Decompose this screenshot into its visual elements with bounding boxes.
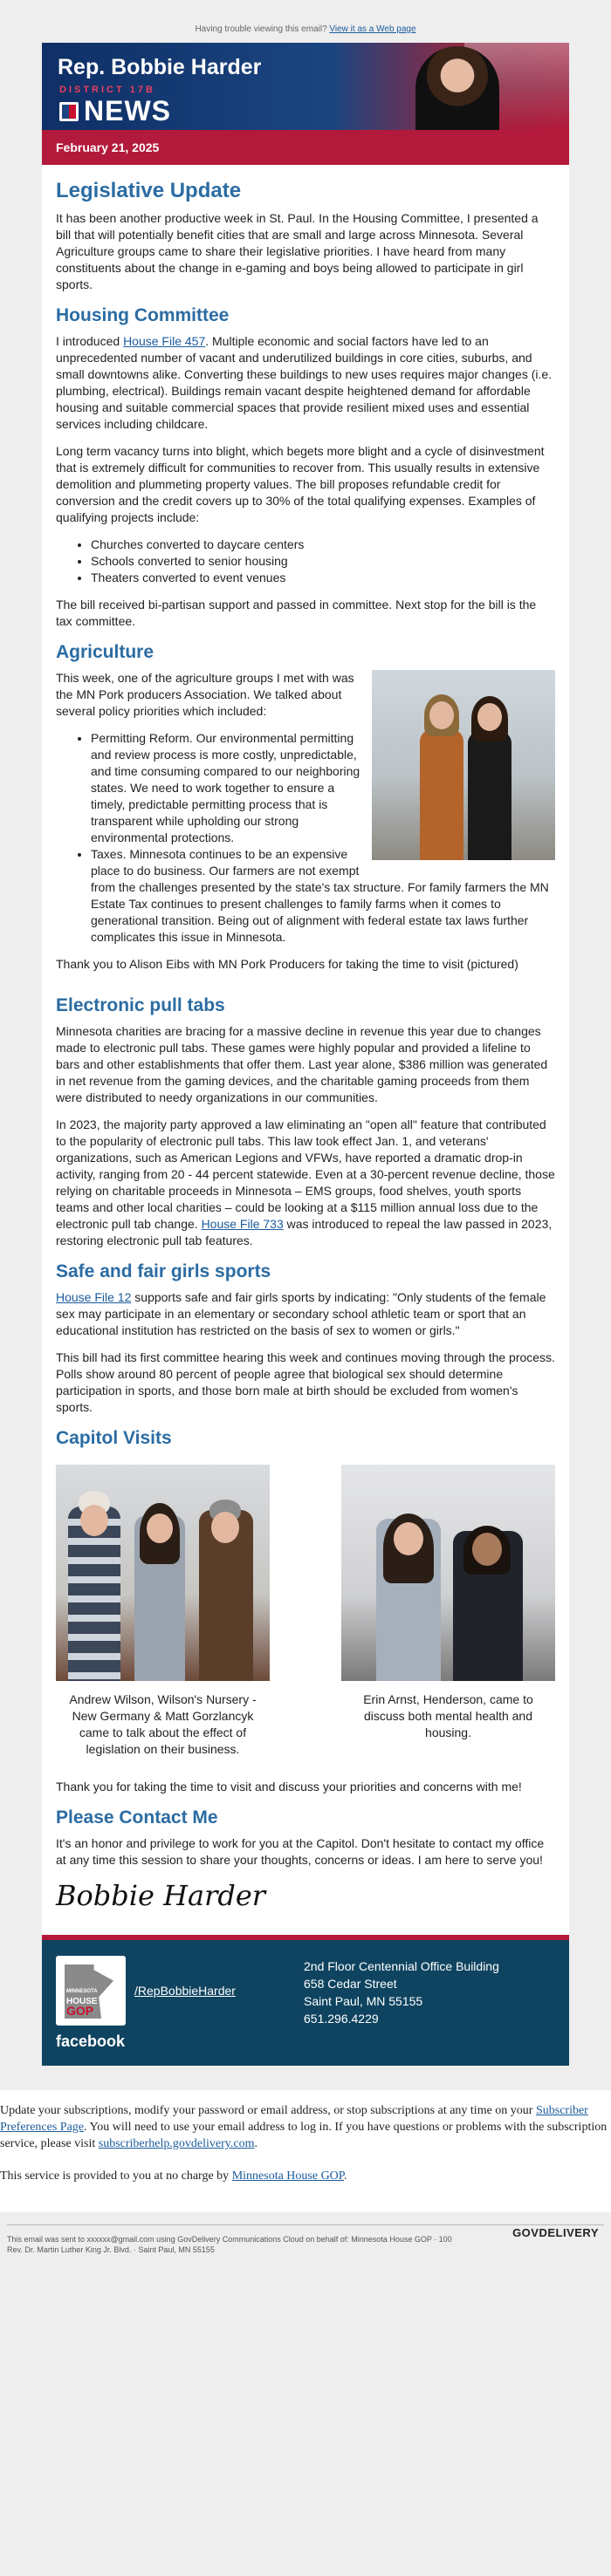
govdelivery-footer (0, 2212, 611, 2267)
face-shape (394, 1522, 423, 1555)
contact-heading: Please Contact Me (56, 1807, 218, 1828)
face-shape (147, 1513, 173, 1543)
housing-p1-post: . Multiple economic and social factors have led to an unprecedented number of vacant and underutilized buildings in core cities, suburbs, and small downtowns alike. Converting these buildings to new uses requires major changes (i.e. plumbing, electrical). Buildings remain vacant despite heightened demand for affordable housing and suitable commercial spaces that provide resilient mixed uses and essential services including childcare. (56, 334, 553, 431)
girls-sports-paragraph-2: This bill had its first committee hearing this week and continues moving through the process. Polls show around 80 percent of people agree that biological sex should determine participation in sports, and those born male at birth should be excluded from women's sports. (56, 1350, 555, 1414)
housing-paragraph-2: Long term vacancy turns into blight, which begets more blight and a cycle of disinvestment that is extremely difficult for communities to recover from. This usually results in extensive demolition and plummeting property values. The bill proposes refundable credit for conversion and the credit covers up to 30% of the total qualifying expenses. Examples of qualifying projects include: (56, 444, 545, 524)
newsletter-body (42, 165, 569, 1935)
subscription-paragraph (0, 2102, 611, 2152)
list-item: • Churches converted to daycare centers (91, 536, 555, 553)
subscription-text: . (254, 2137, 257, 2150)
face-shape (211, 1512, 239, 1543)
legislative-update-heading: Legislative Update (56, 179, 242, 202)
contact-text: It's an honor and privilege to work for you at the Capitol. Don't hesitate to contact my office at any time this session to share your thoughts, concerns or ideas. I am here to serve you! (56, 1836, 545, 1867)
person-figure (468, 731, 511, 860)
housing-p1-pre: I introduced (56, 334, 124, 348)
agriculture-intro: This week, one of the agriculture groups I met with was the MN Pork producers Association. We talked about several policy priorities which included: (56, 671, 354, 718)
logo-text (66, 1985, 98, 2018)
right-visit-caption: Erin Arnst, Henderson, came to discuss both mental health and housing. (363, 1692, 533, 1739)
housing-paragraph-1 (56, 333, 555, 433)
service-provider-paragraph (0, 2168, 611, 2184)
pork-producers-photo (372, 670, 555, 860)
capitol-visits-photos (56, 1465, 555, 1758)
pull-tabs-paragraph-1: Minnesota charities are bracing for a massive decline in revenue this year due to changes made to electronic pull tabs. These games were highly popular and provided a lifeline to bars and other establishments that offer them. Last year alone, $386 million was generated in net revenue from the gaming devices, and the charitable gaming proceeds from them were distributed to needy organizations in our communities. (56, 1024, 548, 1104)
email-container (42, 43, 569, 2066)
house-file-457-link[interactable]: House File 457 (123, 334, 206, 348)
house-file-12-link[interactable]: House File 12 (56, 1290, 132, 1304)
girls-sports-paragraph-1 (56, 1289, 555, 1339)
housing-paragraph-3: The bill received bi-partisan support and passed in committee. Next stop for the bill is the tax committee. (56, 598, 537, 628)
minnesota-house-gop-link[interactable]: Minnesota House GOP (231, 2169, 345, 2183)
visit-right (341, 1465, 555, 1758)
girls-sports-heading: Safe and fair girls sports (56, 1261, 271, 1281)
logo-line-2: HOUSE (66, 1997, 98, 2006)
address-line: 2nd Floor Centennial Office Building (304, 1959, 499, 1973)
newsletter-banner (42, 43, 569, 130)
govdelivery-logo[interactable]: GOVDELIVERY (512, 2226, 599, 2239)
pull-tabs-heading: Electronic pull tabs (56, 995, 225, 1015)
pull-tabs-p2-post: was introduced to repeal the law passed in 2023, restoring electronic pull tab features. (56, 1217, 553, 1247)
capitol-visits-heading: Capitol Visits (56, 1428, 172, 1448)
visits-thanks: Thank you for taking the time to visit and discuss your priorities and concerns with me! (56, 1780, 522, 1794)
list-item: • Theaters converted to event venues (91, 570, 555, 586)
issue-date: February 21, 2025 (42, 130, 569, 165)
face-shape (477, 703, 502, 731)
pull-tabs-paragraph-2 (56, 1117, 555, 1249)
office-phone: 651.296.4229 (304, 2012, 379, 2026)
rep-portrait-image (415, 46, 499, 130)
banner-news: NEWS (84, 95, 171, 126)
contact-footer (42, 1935, 569, 2066)
erin-arnst-photo (341, 1465, 555, 1681)
signature: Bobbie Harder (56, 1879, 266, 1912)
web-page-link[interactable]: View it as a Web page (329, 24, 416, 34)
logo-line-3: GOP (66, 2004, 94, 2018)
visit-left (56, 1465, 270, 1758)
preheader (0, 0, 611, 43)
service-text: . (344, 2169, 347, 2183)
preheader-text: Having trouble viewing this email? (195, 24, 327, 34)
house-file-733-link[interactable]: House File 733 (201, 1217, 284, 1231)
facebook-wordmark[interactable]: facebook (56, 2033, 126, 2050)
mn-house-gop-logo[interactable] (56, 1956, 126, 2026)
office-address (304, 1958, 499, 2027)
subscription-text: Update your subscriptions, modify your password or email address, or stop subscriptions at any time on your (0, 2104, 536, 2117)
agriculture-thanks: Thank you to Alison Eibs with MN Pork Producers for taking the time to visit (pictured) (56, 957, 518, 971)
person-figure (420, 729, 463, 860)
subscription-text: . You will need to use your email address to log in. If you have questions or problems with the subscription service, please visit (0, 2121, 608, 2150)
face-shape (429, 701, 454, 729)
agriculture-section (56, 670, 555, 956)
banner-district: DISTRICT 17B (59, 85, 155, 95)
wilson-gorzlancyk-photo (56, 1465, 270, 1681)
address-line: Saint Paul, MN 55155 (304, 1994, 423, 2008)
left-visit-caption: Andrew Wilson, Wilson's Nursery - New Germany & Matt Gorzlancyk came to talk about the effect of legislation on their business. (69, 1692, 257, 1756)
list-item: • Schools converted to senior housing (91, 553, 555, 570)
face-shape (472, 1533, 502, 1566)
minnesota-flag-icon (59, 102, 79, 121)
sender-address-text: Rev. Dr. Martin Luther King Jr. Blvd. · Saint Paul, MN 55155 (7, 2245, 215, 2254)
list-item: • Taxes. Minnesota continues to be an expensive place to do business. Our farmers are not exempt from the challenges presented by the state's tax structure. For family farmers the MN Estate Tax continues to present challenges to family farms when it comes to generational transition. Being out of alignment with federal estate tax laws further complicates this issue in Minnesota. (91, 846, 555, 946)
housing-heading: Housing Committee (56, 305, 230, 325)
subscriber-preferences-link[interactable]: Subscriber Preferences Page (0, 2104, 588, 2134)
subscriber-help-link[interactable]: subscriberhelp.govdelivery.com (98, 2137, 255, 2150)
sent-to-text: This email was sent to xxxxxx@gmail.com using GovDelivery Communications Cloud on behalf of: Minnesota House GOP · 100 (7, 2235, 452, 2244)
logo-line-1: MINNESOTA (66, 1989, 98, 1994)
legislative-update-text: It has been another productive week in St. Paul. In the Housing Committee, I presented a bill that will potentially benefit cities that are small and large across Minnesota. Several Agriculture groups came to share their legislative priorities. I have heard from many constituents about the change in e-gaming and boys being allowed to participate in girl sports. (56, 211, 539, 291)
agriculture-heading: Agriculture (56, 642, 154, 662)
facebook-handle-link[interactable]: /RepBobbieHarder (134, 1984, 236, 1998)
service-text: This service is provided to you at no charge by (0, 2169, 232, 2183)
qualifying-projects-list (56, 536, 555, 586)
pull-tabs-p2-pre: In 2023, the majority party approved a law eliminating an "open all" feature that contributed to the popularity of electronic pull tabs. This law took effect Jan. 1, and veterans' organizations, such as American Legions and VFWs, have reported a dramatic drop-in activity, ranging from 20 - 44 percent statewide. Even at a 30-percent revenue decline, those relying on charitable proceeds in Minnesota – EMS groups, food shelves, youth sports teams and other local charities – could be looking at a $115 million annual loss due to the electronic pull tab change. (56, 1117, 555, 1231)
divider (7, 2224, 604, 2225)
subscription-info (0, 2090, 611, 2212)
address-line: 658 Cedar Street (304, 1977, 397, 1991)
face-shape (80, 1505, 108, 1536)
banner-title: Rep. Bobbie Harder (58, 55, 262, 79)
girls-sports-p1-post: supports safe and fair girls sports by indicating: "Only students of the female sex may participate in an elementary or secondary school athletic team or sport that an educational institution has restricted on the basis of sex to women or girls." (56, 1290, 546, 1337)
list-item: • Permitting Reform. Our environmental permitting and review process is more costly, unpredictable, and time consuming compared to our neighboring states. We need to work together to ensure a timely, predictable permitting process that is transparent while upholding our strong environmental protections. (91, 730, 555, 846)
